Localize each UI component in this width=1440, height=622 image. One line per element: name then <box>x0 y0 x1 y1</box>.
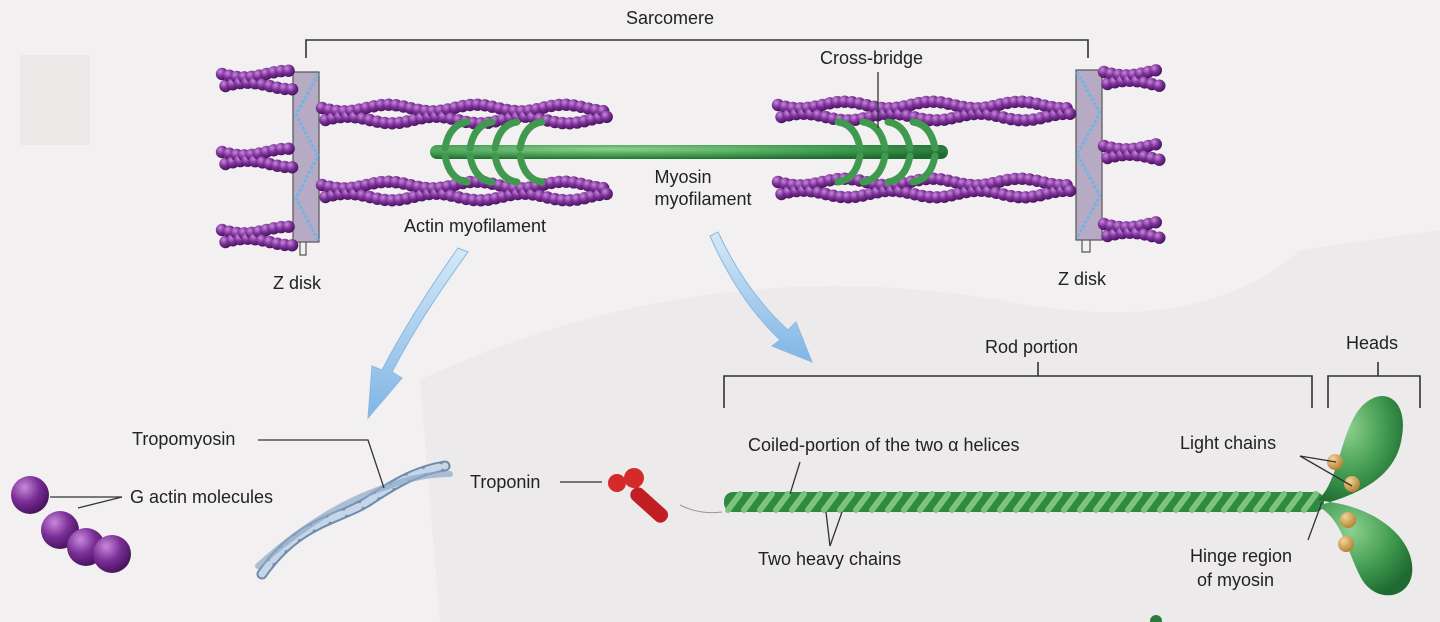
myosin-head <box>445 156 467 182</box>
myosin-head <box>445 122 467 148</box>
actin-bead <box>1150 64 1162 76</box>
label-light-chains: Light chains <box>1180 433 1277 453</box>
myosin-head <box>863 156 885 182</box>
actin-bead <box>286 239 298 251</box>
label-troponin: Troponin <box>470 472 541 492</box>
myosin-head <box>838 122 860 148</box>
myosin-head <box>888 122 910 148</box>
label-hinge-line2: of myosin <box>1197 570 1275 590</box>
label-two-heavy-chains: Two heavy chains <box>758 549 902 569</box>
actin-bead <box>1064 108 1076 120</box>
myosin-rod-coil <box>724 492 1324 512</box>
actin-bead <box>1150 216 1162 228</box>
myosin-head <box>520 156 542 182</box>
label-z-disk-right: Z disk <box>1058 269 1107 289</box>
actin-bead <box>1153 232 1165 244</box>
myosin-head <box>913 122 935 148</box>
actin-bead <box>282 65 294 77</box>
actin-bead <box>1153 154 1165 166</box>
label-g-actin: G actin molecules <box>130 487 274 507</box>
label-tropomyosin: Tropomyosin <box>132 429 236 449</box>
actin-bead <box>1064 185 1076 197</box>
label-cross-bridge: Cross-bridge <box>820 48 924 68</box>
actin-bead <box>286 83 298 95</box>
label-coiled-portion: Coiled-portion of the two α helices <box>748 435 1020 455</box>
myosin-head <box>520 122 542 148</box>
myosin-head <box>495 156 517 182</box>
actin-bead <box>282 143 294 155</box>
actin-bead <box>1153 80 1165 92</box>
tropomyosin-strand <box>258 440 450 574</box>
myosin-head <box>863 122 885 148</box>
actin-bead <box>286 161 298 173</box>
label-myosin-line2: myofilament <box>654 189 752 209</box>
sarcomere-bracket <box>306 40 1088 58</box>
label-actin-myofilament: Actin myofilament <box>404 216 547 236</box>
background-page <box>20 55 1440 622</box>
label-sarcomere: Sarcomere <box>625 8 715 28</box>
actin-bead <box>601 188 613 200</box>
actin-bead <box>1150 138 1162 150</box>
label-hinge-line1: Hinge region <box>1190 546 1293 566</box>
actin-bead <box>601 111 613 123</box>
label-myosin-line1: Myosin <box>654 167 712 187</box>
g-actin-molecules <box>11 476 131 573</box>
label-heads: Heads <box>1346 333 1399 353</box>
label-z-disk-left: Z disk <box>273 273 322 293</box>
label-rod-portion: Rod portion <box>985 337 1079 357</box>
actin-bead <box>282 221 294 233</box>
